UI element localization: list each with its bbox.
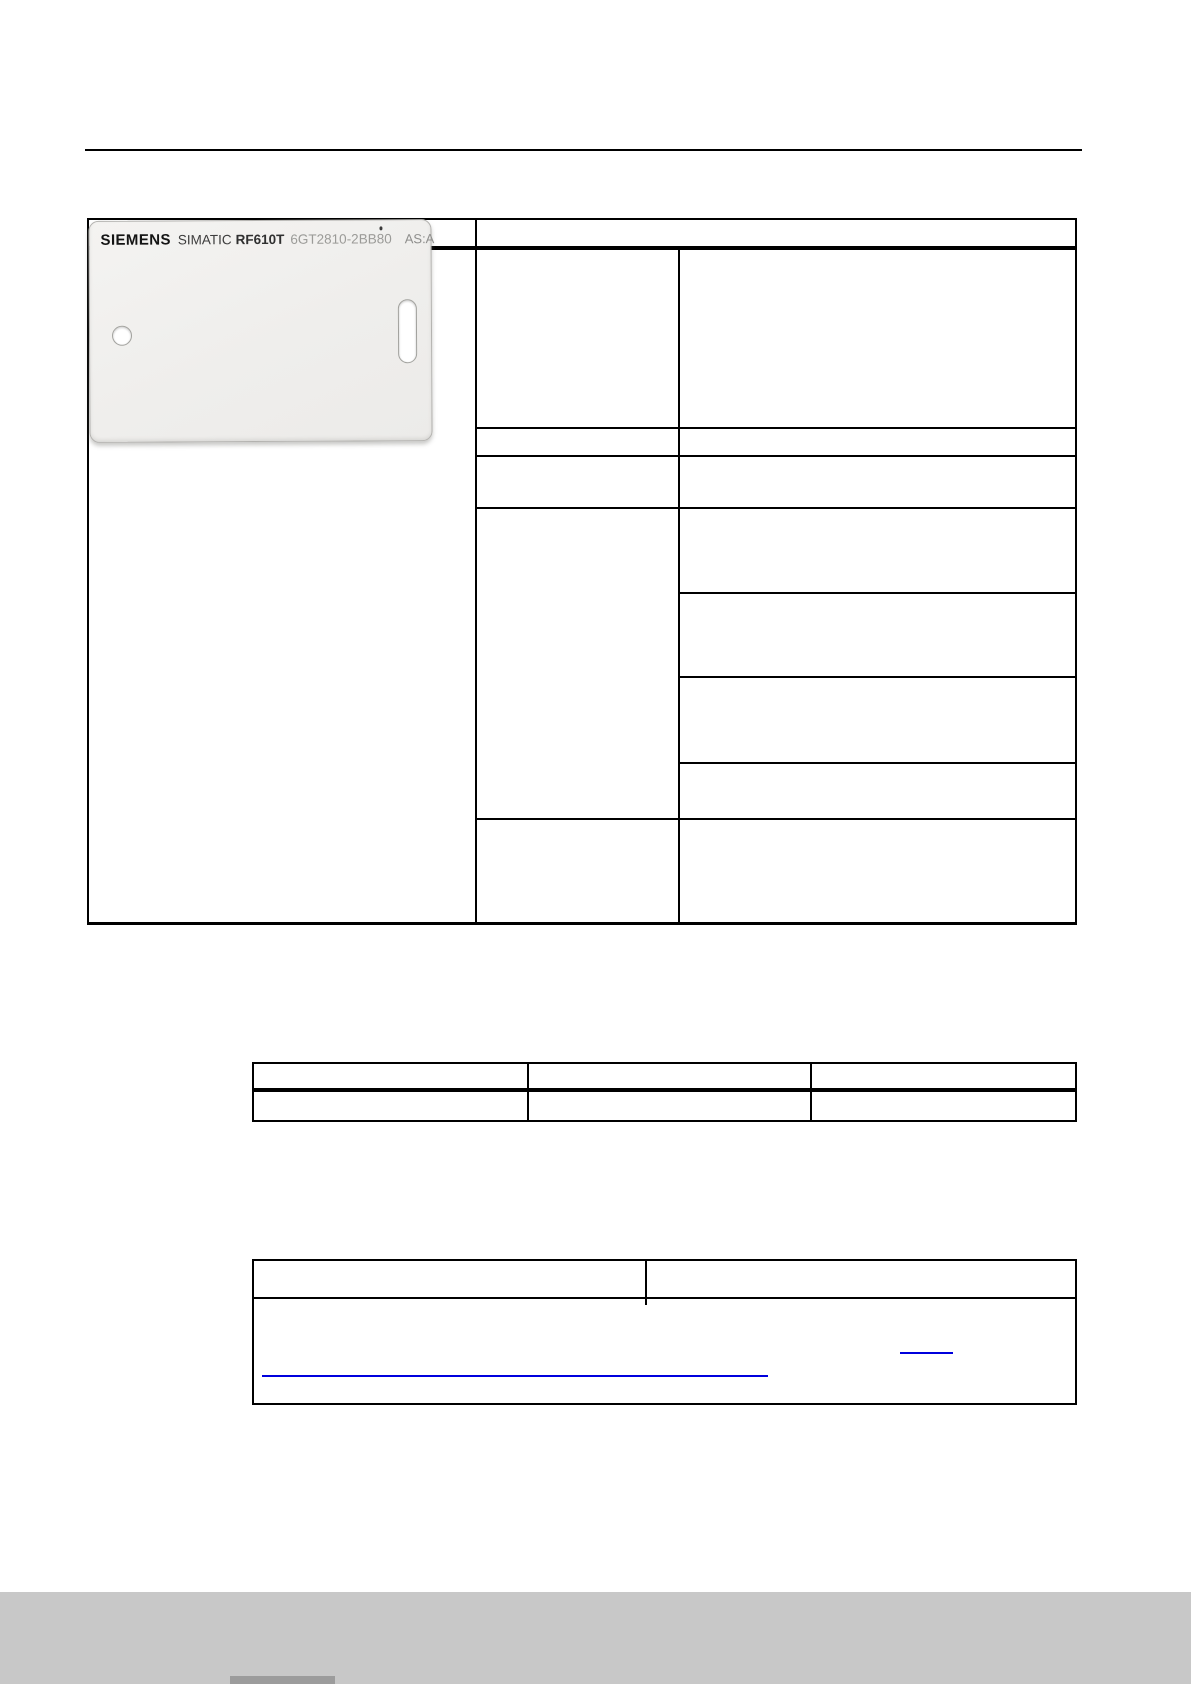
spec-table-column-divider-2 bbox=[678, 250, 680, 922]
footer-tab bbox=[230, 1676, 335, 1684]
spec-table-row-line-2 bbox=[475, 455, 1075, 457]
card-label-text bbox=[100, 230, 435, 250]
spec-table-subrow-line-2 bbox=[678, 676, 1075, 678]
spec-table-row-line-4 bbox=[475, 818, 1075, 820]
card-hanging-slot bbox=[398, 299, 417, 363]
product-card-image bbox=[88, 219, 435, 443]
card-mounting-hole bbox=[112, 326, 132, 346]
footer-band bbox=[0, 1592, 1191, 1684]
card-scan-speck bbox=[379, 226, 382, 230]
page-top-rule bbox=[85, 149, 1082, 151]
card-family-text: SIMATIC bbox=[177, 232, 232, 248]
order-table-header-divider bbox=[254, 1088, 1075, 1092]
note-box-header-vertical-divider bbox=[645, 1261, 647, 1305]
spec-table-column-divider-1 bbox=[475, 220, 477, 922]
card-model-text: RF610T bbox=[235, 231, 285, 248]
order-table-column-divider-1 bbox=[527, 1064, 529, 1120]
note-box bbox=[252, 1259, 1077, 1405]
note-link-long[interactable] bbox=[262, 1375, 768, 1377]
card-order-number: 6GT2810-2BB80 bbox=[290, 231, 392, 247]
spec-table-row-line-1 bbox=[475, 427, 1075, 429]
product-spec-table bbox=[87, 218, 1077, 925]
note-link-short[interactable] bbox=[900, 1352, 953, 1354]
order-table bbox=[252, 1062, 1077, 1122]
card-brand-logo: SIEMENS bbox=[100, 231, 171, 249]
note-box-header-divider bbox=[254, 1297, 1075, 1299]
card-version-text: AS:A bbox=[404, 231, 435, 247]
spec-table-subrow-line-1 bbox=[678, 592, 1075, 594]
spec-table-row-line-3 bbox=[475, 507, 1075, 509]
order-table-column-divider-2 bbox=[810, 1064, 812, 1120]
spec-table-subrow-line-3 bbox=[678, 762, 1075, 764]
